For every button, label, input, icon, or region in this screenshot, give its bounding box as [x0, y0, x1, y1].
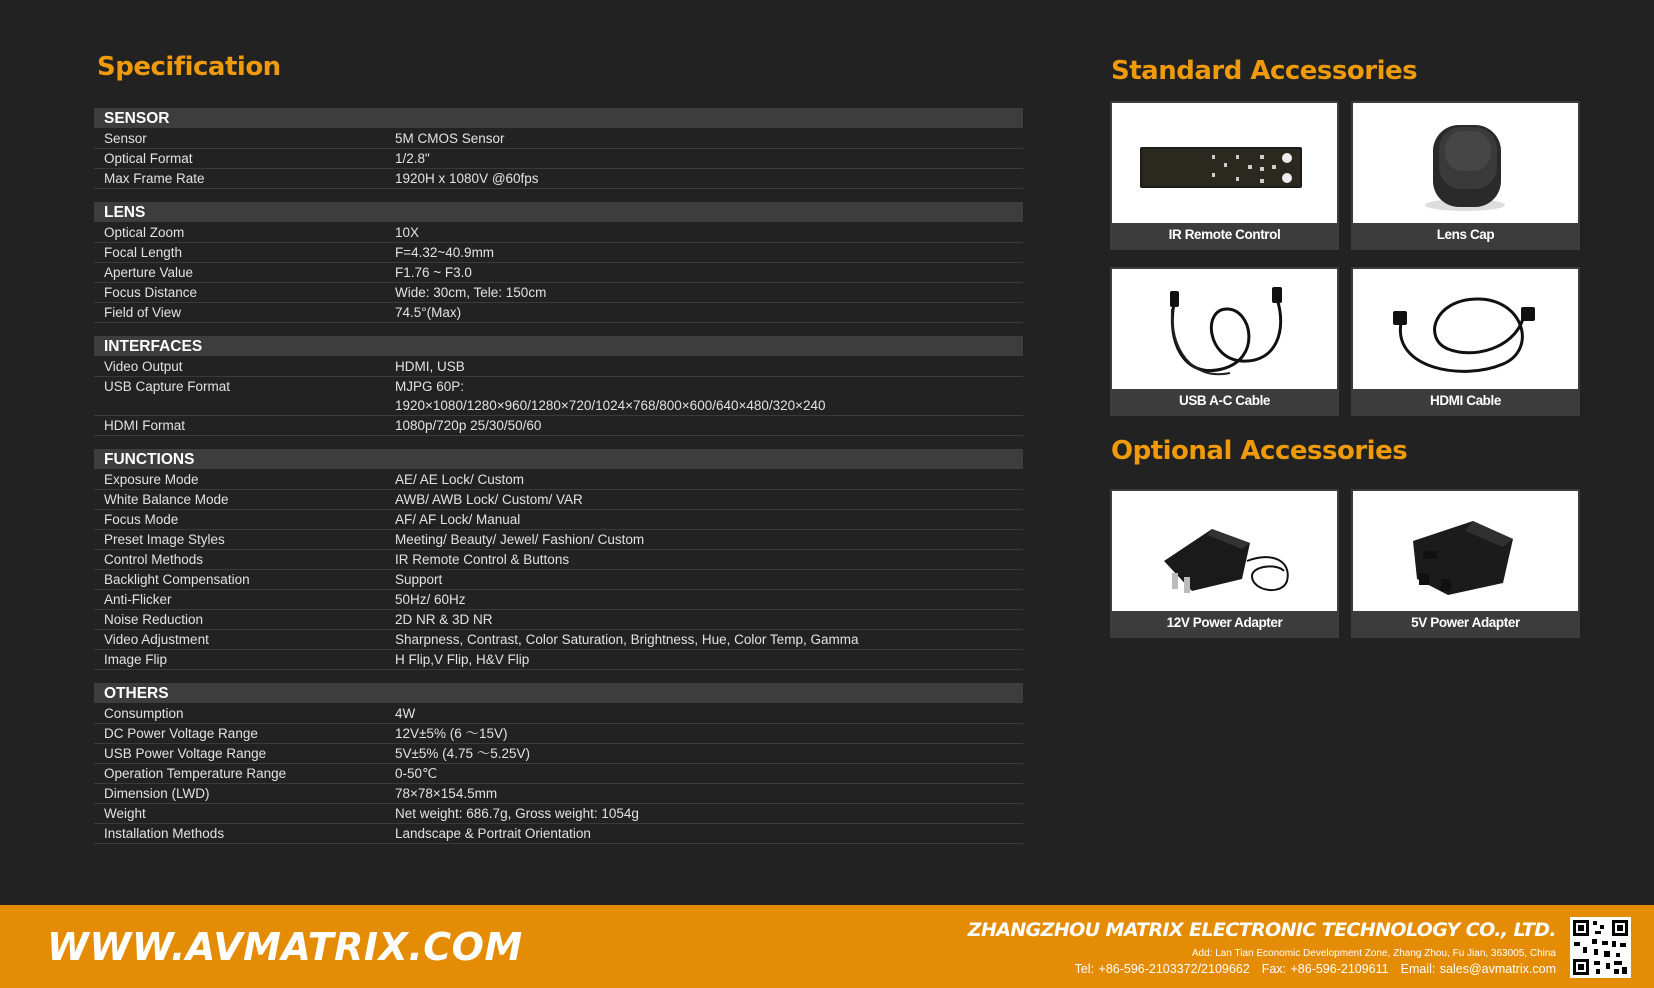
spec-section-lens [94, 202, 1023, 323]
spec-row [94, 570, 1023, 590]
spec-value-line: IR Remote Control & Buttons [395, 552, 570, 567]
spec-value-line: Landscape & Portrait Orientation [395, 826, 591, 841]
spec-value [395, 590, 1023, 609]
spec-key: Field of View [104, 305, 182, 320]
spec-value [395, 704, 1023, 723]
section-heading: SENSOR [94, 108, 1023, 128]
5v-adapter-image [1353, 491, 1578, 611]
fax-text: Fax: +86-596-2109611 [1261, 962, 1389, 976]
section-heading: LENS [94, 202, 1023, 222]
spec-row [94, 303, 1023, 323]
spec-key: DC Power Voltage Range [104, 726, 258, 741]
spec-row [94, 610, 1023, 630]
spec-row [94, 824, 1023, 844]
spec-value [395, 377, 1023, 415]
spec-row [94, 490, 1023, 510]
accessory-card-usb-cable [1110, 267, 1339, 416]
spec-value-line: Support [395, 572, 443, 587]
spec-sections [94, 108, 1023, 844]
spec-row [94, 470, 1023, 490]
spec-value-line: Sharpness, Contrast, Color Saturation, Brightness, Hue, Color Temp, Gamma [395, 632, 859, 647]
12v-adapter-image [1112, 491, 1337, 611]
standard-accessories-title: Standard Accessories [1111, 56, 1418, 86]
spec-value-line: HDMI, USB [395, 359, 465, 374]
spec-value-line: 78×78×154.5mm [395, 786, 498, 801]
footer-bar [0, 905, 1654, 988]
spec-value-line: AF/ AF Lock/ Manual [395, 512, 521, 527]
spec-value [395, 530, 1023, 549]
spec-value [395, 570, 1023, 589]
spec-key: White Balance Mode [104, 492, 229, 507]
spec-value [395, 149, 1023, 168]
spec-row [94, 149, 1023, 169]
spec-row [94, 357, 1023, 377]
spec-value-line: AWB/ AWB Lock/ Custom/ VAR [395, 492, 583, 507]
spec-key: HDMI Format [104, 418, 185, 433]
spec-value-line: 1080p/720p 25/30/50/60 [395, 418, 542, 433]
specification-title: Specification [97, 52, 281, 82]
spec-value-line: 5M CMOS Sensor [395, 131, 505, 146]
tel-text: Tel: +86-596-2103372/2109662 [1074, 962, 1250, 976]
spec-value [395, 610, 1023, 629]
ir-remote-image [1112, 103, 1337, 223]
spec-value-line: F=4.32~40.9mm [395, 245, 495, 260]
accessory-label: Lens Cap [1436, 227, 1495, 242]
spec-row [94, 530, 1023, 550]
website-link[interactable]: WWW.AVMATRIX.COM [47, 925, 523, 969]
usb-cable-image [1112, 269, 1337, 389]
spec-key: Anti-Flicker [104, 592, 172, 607]
company-name: ZHANGZHOU MATRIX ELECTRONIC TECHNOLOGY CO., LTD. [967, 919, 1556, 941]
spec-value-line: 10X [395, 225, 420, 240]
spec-value-line: 1920H x 1080V @60fps [395, 171, 539, 186]
spec-key: Exposure Mode [104, 472, 199, 487]
accessory-label: 5V Power Adapter [1411, 615, 1520, 630]
spec-value-line: 1920×1080/1280×960/1280×720/1024×768/800×600/640×480/320×240 [395, 398, 826, 413]
spec-value [395, 470, 1023, 489]
spec-value-line: 50Hz/ 60Hz [395, 592, 466, 607]
lens-cap-icon [1353, 103, 1578, 223]
spec-value [395, 510, 1023, 529]
spec-value-line: H Flip,V Flip, H&V Flip [395, 652, 530, 667]
spec-row [94, 784, 1023, 804]
spec-row [94, 263, 1023, 283]
spec-value-line: 12V±5% (6 ～15V) [395, 726, 508, 741]
spec-value [395, 303, 1023, 322]
spec-key: Consumption [104, 706, 184, 721]
spec-value-line: 0-50℃ [395, 766, 438, 781]
spec-row [94, 590, 1023, 610]
spec-section-sensor [94, 108, 1023, 189]
accessory-card-12v-adapter [1110, 489, 1339, 638]
spec-key: Control Methods [104, 552, 204, 567]
section-heading: OTHERS [94, 683, 1023, 703]
spec-row [94, 283, 1023, 303]
lens-cap-image [1353, 103, 1578, 223]
spec-row [94, 650, 1023, 670]
spec-key: Focus Mode [104, 512, 179, 527]
spec-value [395, 630, 1023, 649]
spec-value-line: 5V±5% (4.75 ～5.25V) [395, 746, 530, 761]
spec-value [395, 744, 1023, 763]
accessory-label: USB A-C Cable [1178, 393, 1271, 408]
contact-line [1063, 962, 1556, 976]
spec-row [94, 724, 1023, 744]
specification-panel [94, 52, 1023, 857]
qr-code-icon [1570, 917, 1631, 978]
company-address: Add: Lan Tian Economic Development Zone, Zhang Zhou, Fu Jian, 363005, China [1191, 948, 1556, 959]
spec-key: Installation Methods [104, 826, 225, 841]
spec-value [395, 243, 1023, 262]
spec-key: Weight [104, 806, 146, 821]
spec-value-line: MJPG 60P: [395, 379, 465, 394]
spec-value-line: F1.76 ~ F3.0 [395, 265, 472, 280]
spec-value-line: 4W [395, 706, 416, 721]
spec-value [395, 764, 1023, 783]
spec-value-line: 74.5°(Max) [395, 305, 462, 320]
accessory-card-hdmi-cable [1351, 267, 1580, 416]
accessory-card-ir-remote [1110, 101, 1339, 250]
spec-key: Aperture Value [104, 265, 194, 280]
spec-value [395, 357, 1023, 376]
spec-key: USB Power Voltage Range [104, 746, 267, 761]
spec-key: Operation Temperature Range [104, 766, 287, 781]
spec-row [94, 704, 1023, 724]
spec-key: Max Frame Rate [104, 171, 205, 186]
accessory-label: IR Remote Control [1168, 227, 1281, 242]
spec-row [94, 764, 1023, 784]
spec-value-line: AE/ AE Lock/ Custom [395, 472, 525, 487]
spec-row [94, 630, 1023, 650]
spec-value [395, 824, 1023, 843]
usb-cable-icon [1112, 269, 1337, 389]
spec-key: Video Output [104, 359, 183, 374]
spec-value [395, 550, 1023, 569]
spec-value-line: Net weight: 686.7g, Gross weight: 1054g [395, 806, 639, 821]
section-heading: INTERFACES [94, 336, 1023, 356]
spec-key: Preset Image Styles [104, 532, 225, 547]
spec-section-interfaces [94, 336, 1023, 436]
spec-row [94, 744, 1023, 764]
spec-value-line: 1/2.8" [395, 151, 430, 166]
spec-row [94, 416, 1023, 436]
accessory-label: 12V Power Adapter [1166, 615, 1283, 630]
spec-key: Video Adjustment [104, 632, 209, 647]
12v-adapter-icon [1112, 491, 1337, 611]
ir-remote-icon [1112, 103, 1337, 223]
spec-value [395, 804, 1023, 823]
spec-value-line: Wide: 30cm, Tele: 150cm [395, 285, 547, 300]
accessory-card-lens-cap [1351, 101, 1580, 250]
spec-row [94, 510, 1023, 530]
spec-key: Noise Reduction [104, 612, 204, 627]
spec-key: Optical Zoom [104, 225, 185, 240]
spec-value [395, 416, 1023, 435]
spec-row [94, 169, 1023, 189]
section-heading: FUNCTIONS [94, 449, 1023, 469]
spec-key: Image Flip [104, 652, 168, 667]
spec-value [395, 784, 1023, 803]
spec-key: Sensor [104, 131, 147, 146]
spec-value [395, 650, 1023, 669]
spec-key: Focus Distance [104, 285, 198, 300]
email-text[interactable]: Email: sales@avmatrix.com [1400, 962, 1556, 976]
spec-row [94, 550, 1023, 570]
spec-value [395, 283, 1023, 302]
spec-value [395, 263, 1023, 282]
spec-value [395, 724, 1023, 743]
spec-value [395, 490, 1023, 509]
accessory-card-5v-adapter [1351, 489, 1580, 638]
spec-key: Optical Format [104, 151, 193, 166]
accessory-label: HDMI Cable [1429, 393, 1501, 408]
spec-row [94, 129, 1023, 149]
spec-value [395, 129, 1023, 148]
spec-section-others [94, 683, 1023, 844]
spec-value [395, 223, 1023, 242]
spec-key: USB Capture Format [104, 379, 231, 394]
spec-key: Focal Length [104, 245, 183, 260]
spec-row [94, 243, 1023, 263]
hdmi-cable-image [1353, 269, 1578, 389]
hdmi-cable-icon [1353, 269, 1578, 389]
spec-value-line: Meeting/ Beauty/ Jewel/ Fashion/ Custom [395, 532, 645, 547]
spec-key: Dimension (LWD) [104, 786, 210, 801]
spec-section-functions [94, 449, 1023, 670]
spec-row [94, 377, 1023, 416]
spec-value [395, 169, 1023, 188]
spec-value-line: 2D NR & 3D NR [395, 612, 493, 627]
spec-key: Backlight Compensation [104, 572, 250, 587]
spec-row [94, 223, 1023, 243]
5v-adapter-icon [1353, 491, 1578, 611]
optional-accessories-title: Optional Accessories [1111, 436, 1408, 466]
spec-row [94, 804, 1023, 824]
